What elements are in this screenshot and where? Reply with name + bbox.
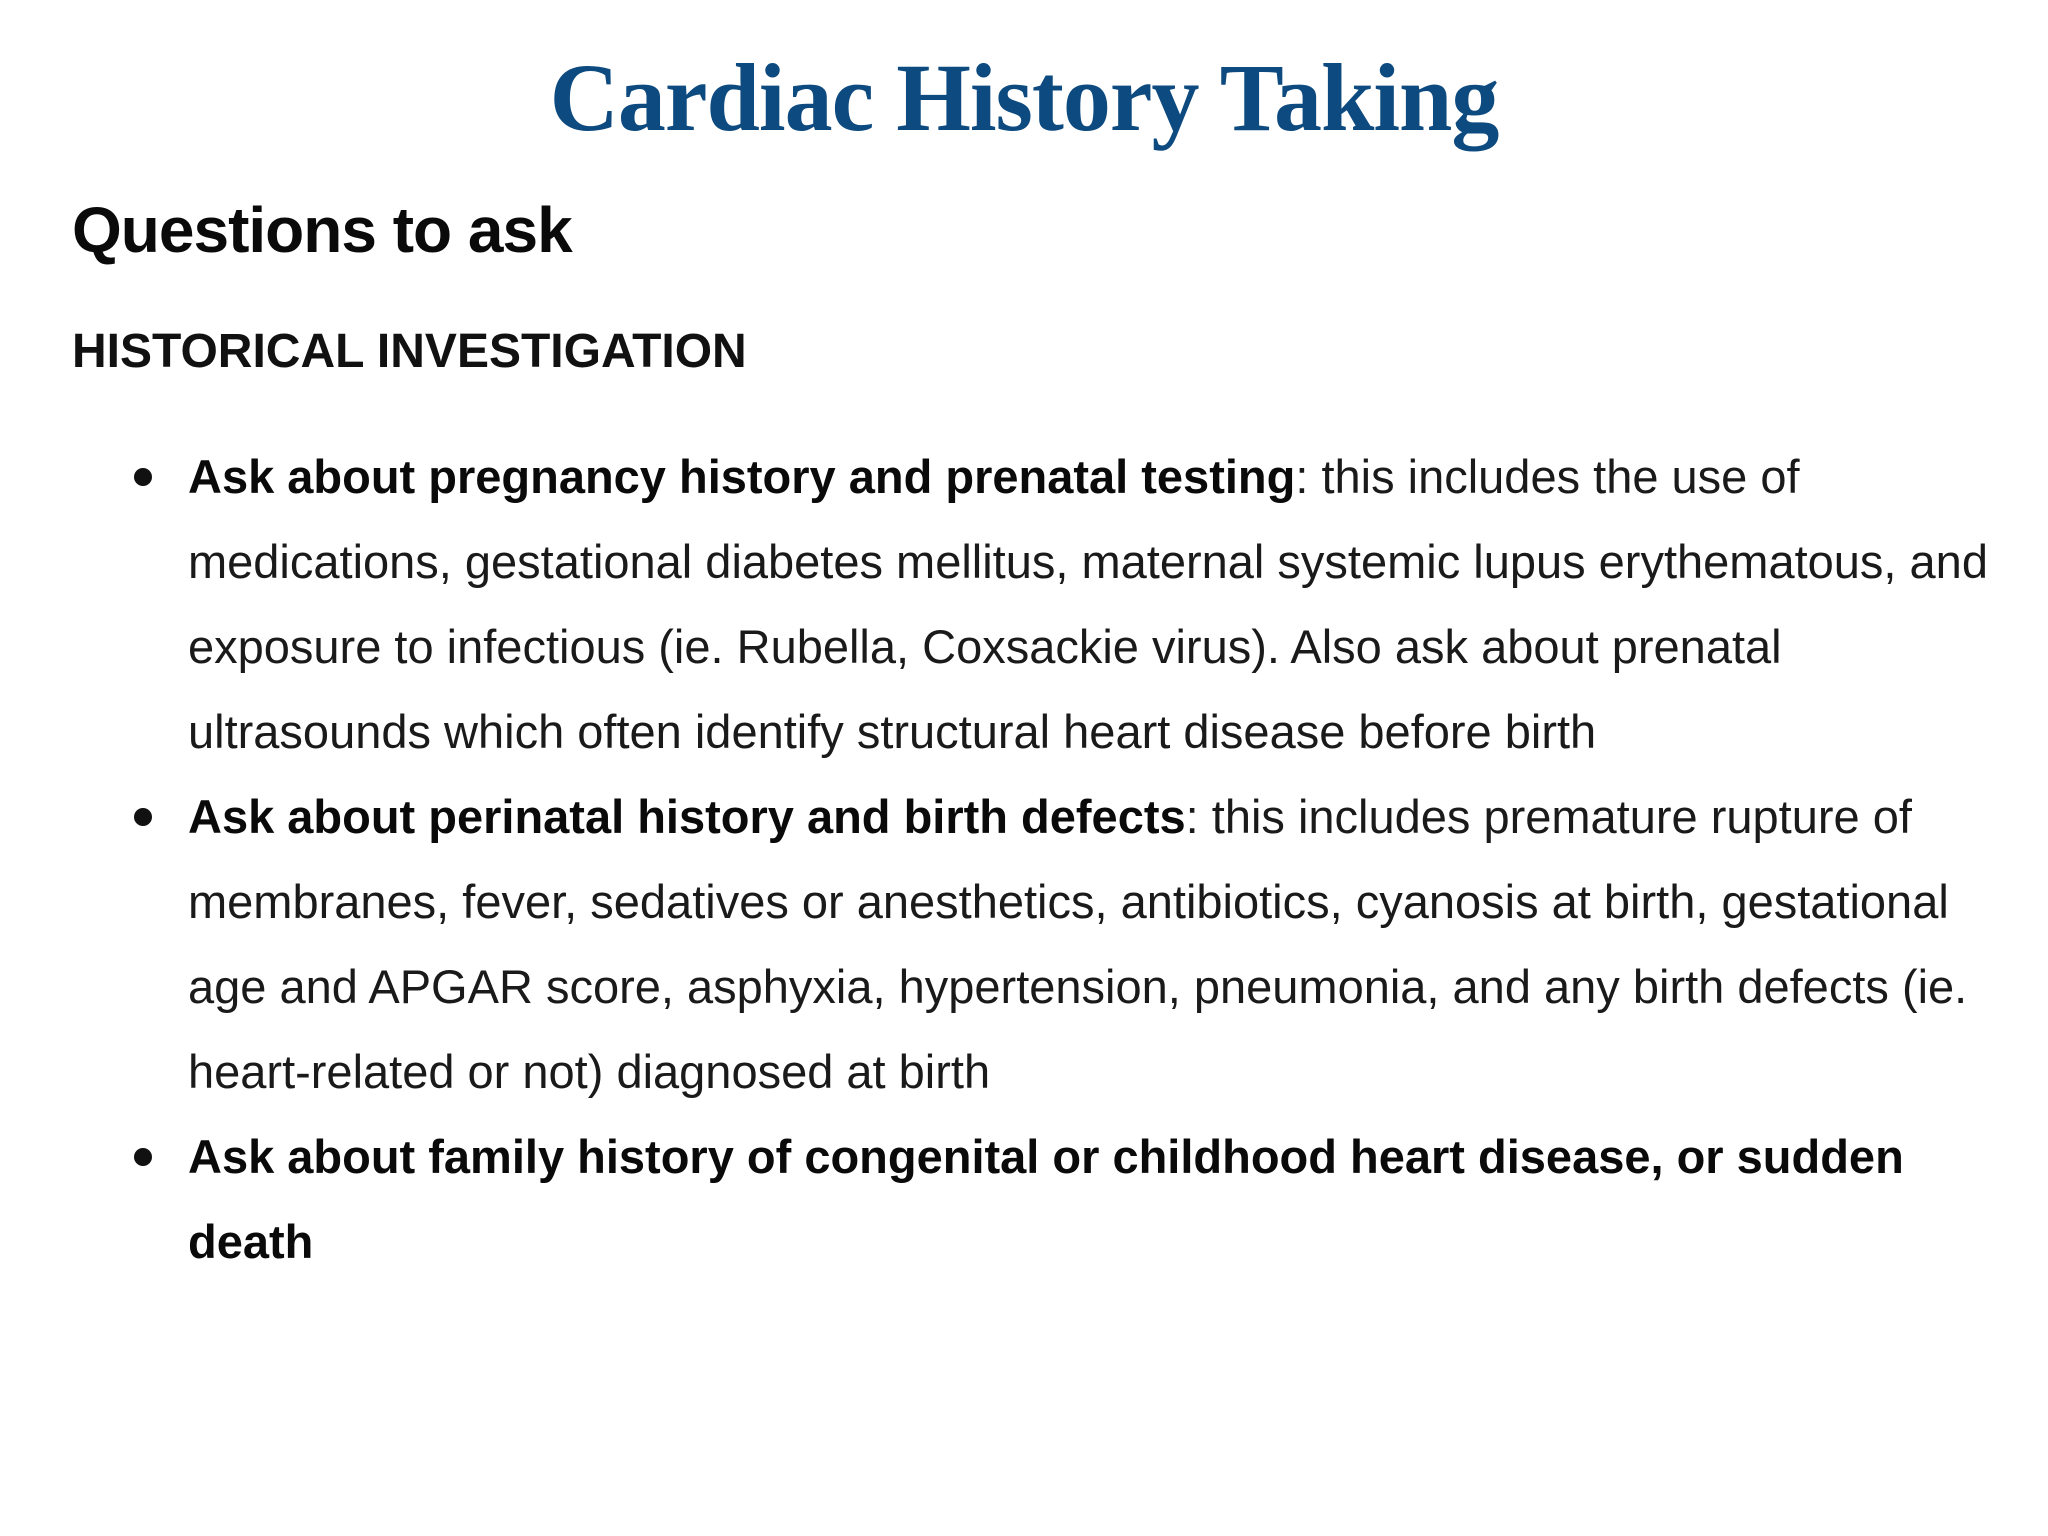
bullet-lead: Ask about pregnancy history and prenatal testing bbox=[188, 450, 1296, 503]
bullet-lead: Ask about perinatal history and birth defects bbox=[188, 790, 1186, 843]
slide-content bbox=[72, 180, 2002, 1284]
bullet-item-perinatal-history bbox=[72, 774, 2002, 1114]
bullet-icon bbox=[134, 808, 152, 826]
slide-title: Cardiac History Taking bbox=[549, 44, 1499, 151]
section-heading: Questions to ask bbox=[72, 194, 572, 266]
bullet-lead: Ask about family history of congenital or childhood heart disease, or sudden death bbox=[188, 1130, 1904, 1268]
bullet-item-family-history bbox=[72, 1114, 2002, 1284]
bullet-icon bbox=[134, 468, 152, 486]
bullet-item-pregnancy-history bbox=[72, 434, 2002, 774]
section-subheading: HISTORICAL INVESTIGATION bbox=[72, 325, 747, 378]
bullet-icon bbox=[134, 1148, 152, 1166]
bullet-text: : this includes premature rupture of membranes, fever, sedatives or anesthetics, antibiotics, cyanosis at birth, gestational age and APGAR score, asphyxia, hypertension, pneumonia, and any birth defects (ie. heart-related or not) diagnosed at birth bbox=[188, 790, 1968, 1098]
bullet-text: : this includes the use of medications, gestational diabetes mellitus, maternal systemic lupus erythematous, and exposure to infectious (ie. Rubella, Coxsackie virus). Also ask about prenatal ultrasounds which often identify structural heart disease before birth bbox=[188, 450, 1988, 758]
bullet-list bbox=[72, 434, 2002, 1284]
